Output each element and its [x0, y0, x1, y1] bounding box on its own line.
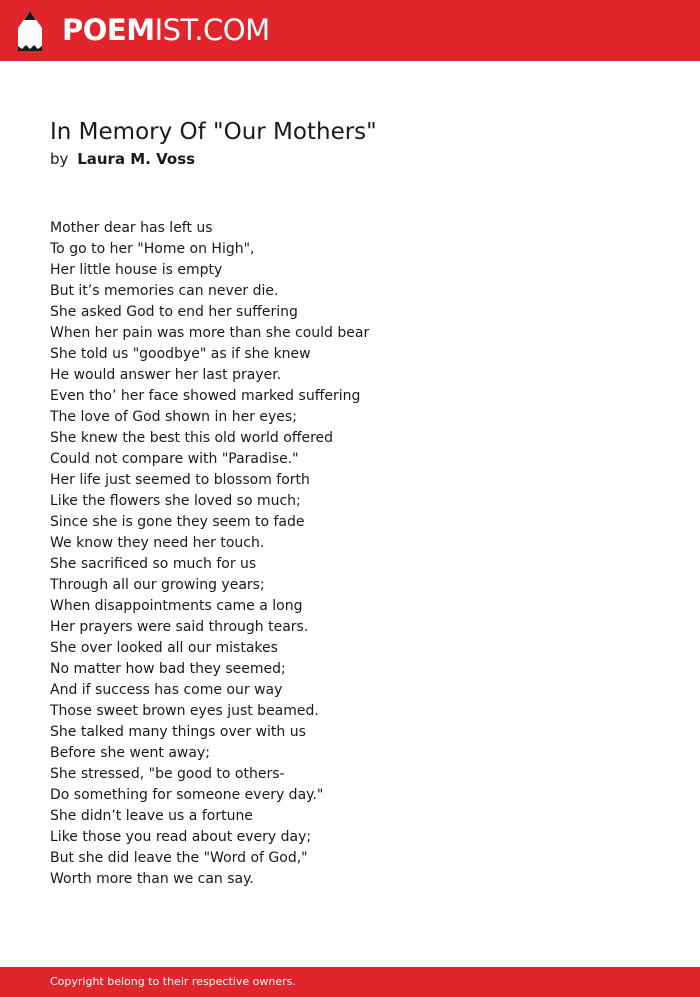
poem-line: She over looked all our mistakes — [50, 640, 278, 656]
poem-line: Her life just seemed to blossom forth — [50, 472, 310, 488]
author-name: Laura M. Voss — [77, 150, 196, 168]
poem-line: Worth more than we can say. — [50, 871, 254, 887]
poem-line: Before she went away; — [50, 745, 210, 761]
poem-line: Her prayers were said through tears. — [50, 619, 309, 635]
poem-line: To go to her "Home on High", — [50, 241, 255, 257]
poem-line: She talked many things over with us — [50, 724, 306, 740]
site-logo[interactable] — [62, 13, 270, 47]
poem-line: Those sweet brown eyes just beamed. — [50, 703, 319, 719]
poem-line: Through all our growing years; — [50, 577, 265, 593]
poem-line: And if success has come our way — [50, 682, 283, 698]
poem-line: She didn’t leave us a fortune — [50, 808, 253, 824]
poem-line: Since she is gone they seem to fade — [50, 514, 305, 530]
footer-bar — [0, 967, 700, 997]
by-label: by — [50, 150, 69, 168]
poem-line: We know they need her touch. — [50, 535, 265, 551]
poem-line: But it’s memories can never die. — [50, 283, 279, 299]
poem-line: When her pain was more than she could bear — [50, 325, 370, 341]
poem-line: Could not compare with "Paradise." — [50, 451, 299, 467]
poem-line: Like those you read about every day; — [50, 829, 312, 845]
poem-line: He would answer her last prayer. — [50, 367, 282, 383]
poem-line: Even tho’ her face showed marked suffering — [50, 388, 361, 404]
poem-line: She stressed, "be good to others- — [50, 766, 285, 782]
copyright-text: Copyright belong to their respective owners. — [50, 975, 296, 988]
poem-line: When disappointments came a long — [50, 598, 303, 614]
pencil-icon — [17, 10, 43, 52]
byline — [50, 148, 195, 170]
header-bar — [0, 0, 700, 61]
poem-line: She knew the best this old world offered — [50, 430, 334, 446]
poem-line: But she did leave the "Word of God," — [50, 850, 308, 866]
poem-line: Do something for someone every day." — [50, 787, 324, 803]
logo-light-text: IST.COM — [154, 13, 270, 47]
poem-line: She told us "goodbye" as if she knew — [50, 346, 311, 362]
poem-line: She sacrificed so much for us — [50, 556, 257, 572]
poem-title: In Memory Of "Our Mothers" — [50, 119, 377, 145]
poem-line: The love of God shown in her eyes; — [50, 409, 297, 425]
logo-bold-text: POEM — [62, 13, 155, 47]
poem-line: No matter how bad they seemed; — [50, 661, 286, 677]
poem-line: Like the flowers she loved so much; — [50, 493, 301, 509]
poem-line: Her little house is empty — [50, 262, 223, 278]
poem-line: Mother dear has left us — [50, 220, 213, 236]
poem-body — [50, 218, 369, 890]
poem-line: She asked God to end her suffering — [50, 304, 298, 320]
